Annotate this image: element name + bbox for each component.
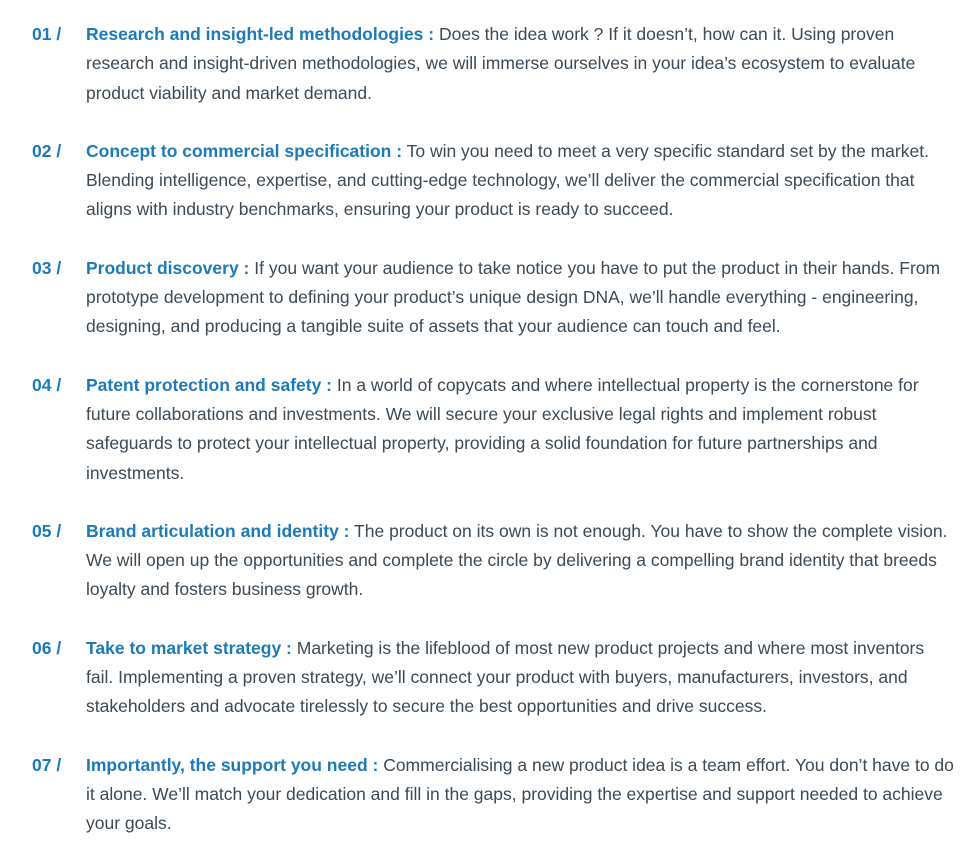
service-title: Product discovery : <box>86 257 250 278</box>
service-text <box>86 751 954 839</box>
service-title: Importantly, the support you need : <box>86 754 379 775</box>
service-text <box>86 634 954 722</box>
service-description: To win you need to meet a very specific standard set by the market. Blending intelligence, expertise, and cutting-edge technology, we’ll deliver the commercial specification that aligns with industry benchmarks, ensuring your product is ready to succeed. <box>86 140 929 220</box>
service-title: Patent protection and safety : <box>86 374 333 395</box>
service-description: The product on its own is not enough. You have to show the complete vision. We will open up the opportunities and complete the circle by delivering a compelling brand identity that breeds loyalty and fosters business growth. <box>86 520 948 600</box>
service-title: Research and insight-led methodologies : <box>86 24 435 44</box>
service-item <box>0 137 980 225</box>
service-text <box>86 254 954 342</box>
service-number: 07 / <box>32 754 62 775</box>
service-text <box>86 20 954 108</box>
service-item <box>0 751 980 839</box>
service-description: Marketing is the lifeblood of most new product projects and where most inventors fail. Implementing a proven strategy, we’ll connect your product with buyers, manufacturers, investors, and stakeholders and advocate tirelessly to secure the best opportunities and drive success. <box>86 637 925 717</box>
service-title: Brand articulation and identity : <box>86 520 350 541</box>
service-number: 01 / <box>32 24 62 44</box>
service-description: In a world of copycats and where intellectual property is the cornerstone for future collaborations and investments. We will secure your exclusive legal rights and implement robust safeguards to protect your intellectual property, providing a solid foundation for future partnerships and investments. <box>86 374 919 483</box>
service-text <box>86 371 954 488</box>
service-text <box>86 517 954 605</box>
service-number: 03 / <box>32 257 62 278</box>
service-number: 04 / <box>32 374 62 395</box>
service-item <box>0 634 980 722</box>
service-number: 02 / <box>32 140 62 161</box>
service-item <box>0 254 980 342</box>
service-item <box>0 517 980 605</box>
service-title: Concept to commercial specification : <box>86 140 403 161</box>
service-description: If you want your audience to take notice you have to put the product in their hands. From prototype development to defining your product’s unique design DNA, we’ll handle everything - engineering, designing, and producing a tangible suite of assets that your audience can touch and feel. <box>86 257 941 337</box>
service-item <box>0 371 980 488</box>
service-description: Commercialising a new product idea is a team effort. You don’t have to do it alone. We’ll match your dedication and fill in the gaps, providing the expertise and support needed to achieve your goals. <box>86 754 954 834</box>
service-title: Take to market strategy : <box>86 637 292 658</box>
service-text <box>86 137 954 225</box>
service-item <box>0 20 980 108</box>
service-number: 05 / <box>32 520 62 541</box>
service-description: Does the idea work ? If it doesn’t, how can it. Using proven research and insight-driven methodologies, we will immerse ourselves in your idea’s ecosystem to evaluate product viability and market demand. <box>86 24 916 103</box>
service-number: 06 / <box>32 637 62 658</box>
